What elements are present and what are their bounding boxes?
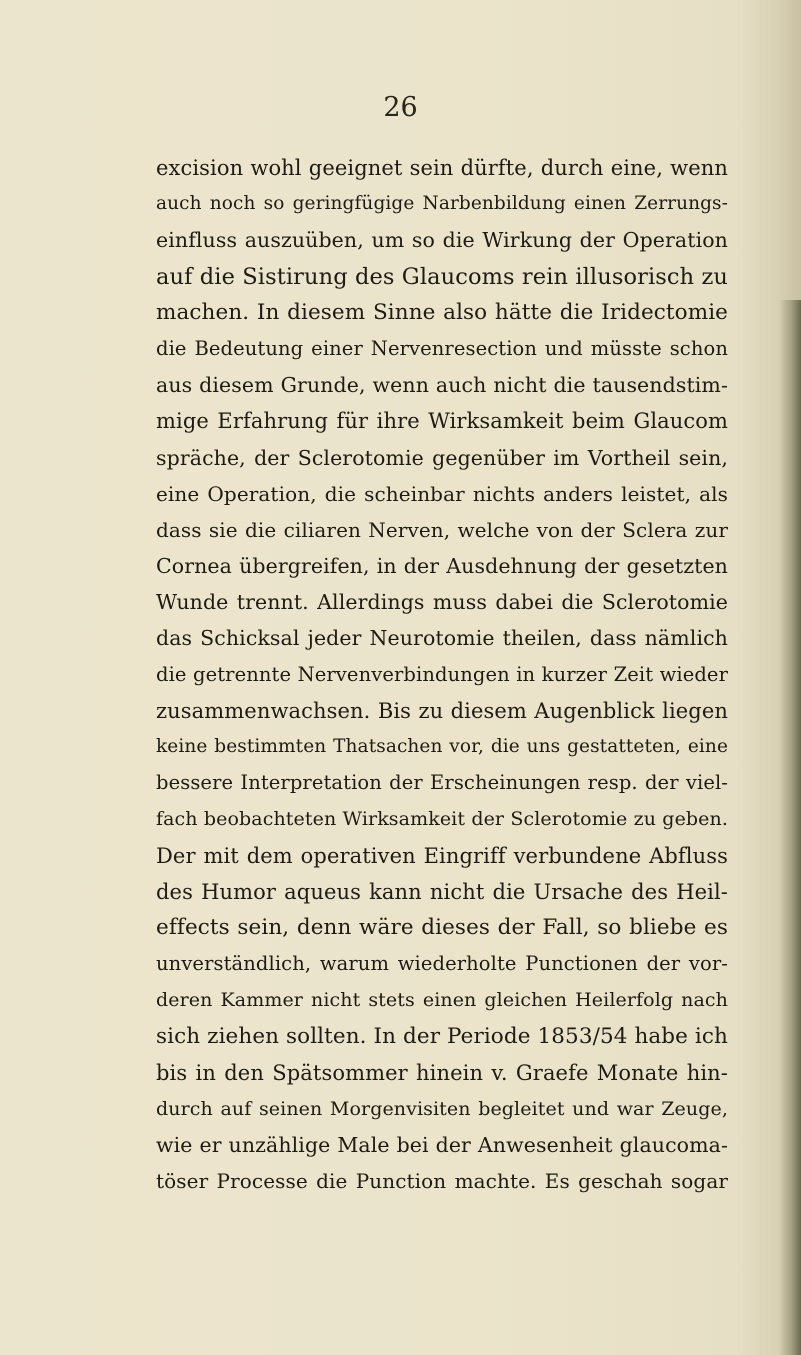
text-line: Wunde trennt. Allerdings muss dabei die Sclerotomie [156, 590, 728, 615]
page-edge-shadow [779, 300, 801, 1355]
text-line: auf die Sistirung des Glaucoms rein illusorisch zu [156, 263, 728, 290]
text-line: des Humor aqueus kann nicht die Ursache des Heil- [156, 879, 728, 904]
text-line: die Bedeutung einer Nervenresection und müsste schon [156, 336, 728, 360]
text-line: auch noch so geringfügige Narbenbildung einen Zerrungs- [156, 193, 728, 215]
text-line: bessere Interpretation der Erscheinungen resp. der viel- [156, 771, 728, 795]
text-line: das Schicksal jeder Neurotomie theilen, dass nämlich [156, 626, 728, 651]
text-line: sich ziehen sollten. In der Periode 1853/54 habe ich [156, 1023, 728, 1049]
text-line: bis in den Spätsommer hinein v. Graefe Monate hin- [156, 1060, 728, 1085]
body-text [156, 150, 728, 1199]
text-line: Cornea übergreifen, in der Ausdehnung der gesetzten [156, 554, 728, 579]
text-line: wie er unzählige Male bei der Anwesenheit glaucoma- [156, 1133, 728, 1158]
text-line: töser Processe die Punction machte. Es geschah sogar [156, 1169, 728, 1194]
text-line: einfluss auszuüben, um so die Wirkung der Operation [156, 228, 728, 253]
text-line: deren Kammer nicht stets einen gleichen Heilerfolg nach [156, 989, 728, 1012]
text-line: aus diesem Grunde, wenn auch nicht die tausendstim- [156, 373, 728, 398]
text-line: spräche, der Sclerotomie gegenüber im Vortheil sein, [156, 445, 728, 470]
text-line: dass sie die ciliaren Nerven, welche von der Sclera zur [156, 517, 728, 542]
text-line: effects sein, denn wäre dieses der Fall, so bliebe es [156, 914, 728, 940]
text-line: eine Operation, die scheinbar nichts anders leistet, als [156, 481, 728, 506]
text-line: machen. In diesem Sinne also hätte die Iridectomie [156, 299, 728, 325]
text-line: durch auf seinen Morgenvisiten begleitet und war Zeuge, [156, 1097, 728, 1120]
text-line: keine bestimmten Thatsachen vor, die uns gestatteten, eine [156, 736, 728, 757]
text-line: unverständlich, warum wiederholte Punctionen der vor- [156, 952, 728, 976]
text-line: Der mit dem operativen Eingriff verbundene Abfluss [156, 843, 728, 868]
text-line: zusammenwachsen. Bis zu diesem Augenblick liegen [156, 698, 728, 723]
text-line: die getrennte Nervenverbindungen in kurzer Zeit wieder [156, 662, 728, 686]
text-line: excision wohl geeignet sein dürfte, durch eine, wenn [156, 156, 728, 180]
text-line: mige Erfahrung für ihre Wirksamkeit beim Glaucom [156, 409, 728, 434]
page-number: 26 [383, 92, 418, 123]
text-line: fach beobachteten Wirksamkeit der Sclerotomie zu geben. [156, 808, 728, 831]
